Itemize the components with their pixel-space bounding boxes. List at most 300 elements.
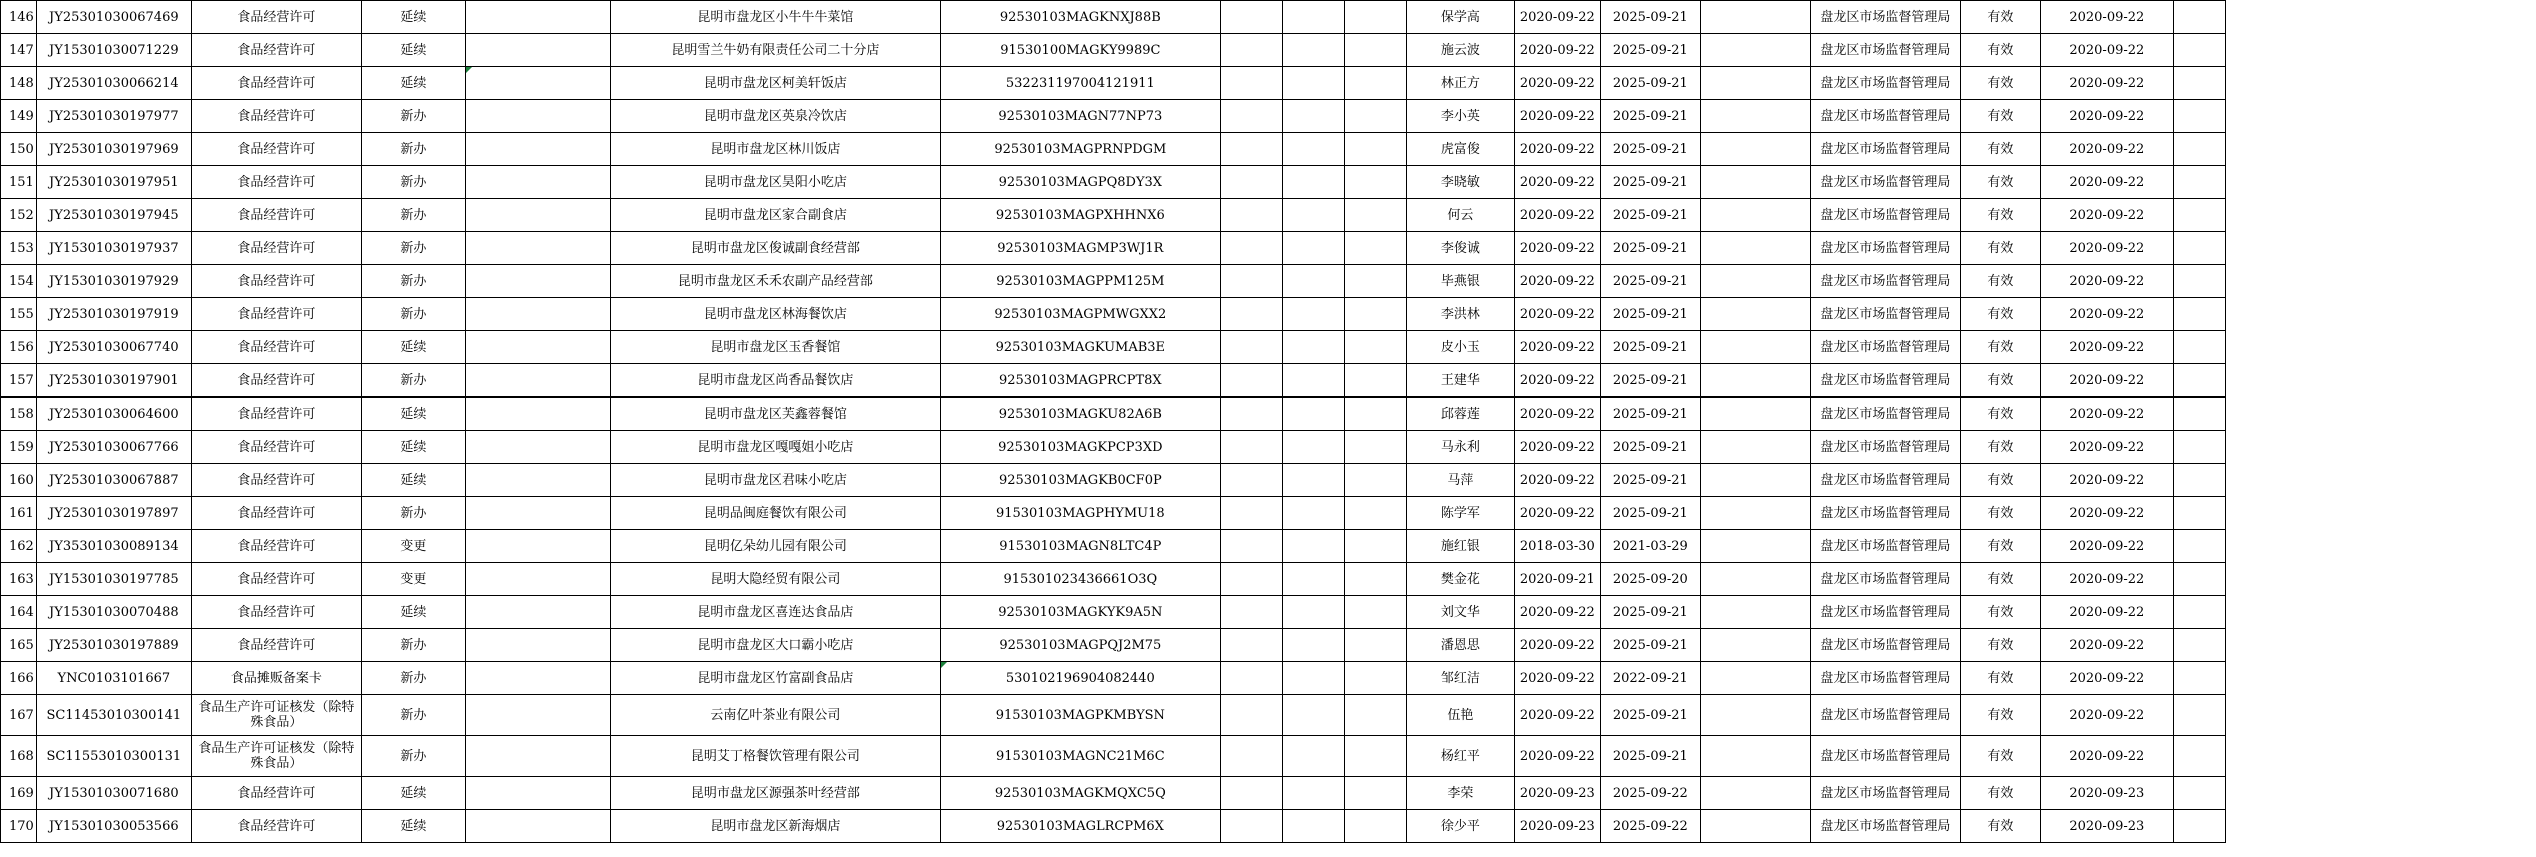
credit-code-cell[interactable]: 92530103MAGN77NP73	[940, 100, 1220, 133]
blank-cell[interactable]	[1700, 464, 1810, 497]
row-number-cell[interactable]: 170	[1, 810, 37, 843]
legal-person-cell[interactable]: 毕燕银	[1406, 265, 1514, 298]
blank-cell[interactable]	[465, 497, 610, 530]
blank-cell[interactable]	[1220, 100, 1282, 133]
blank-cell[interactable]	[1700, 596, 1810, 629]
action-type-cell[interactable]: 新办	[361, 695, 465, 736]
issue-date-cell[interactable]: 2020-09-22	[1514, 331, 1600, 364]
blank-cell[interactable]	[465, 464, 610, 497]
legal-person-cell[interactable]: 马萍	[1406, 464, 1514, 497]
permit-number-cell[interactable]: SC11553010300131	[36, 736, 191, 777]
expiry-date-cell[interactable]: 2025-09-21	[1600, 464, 1700, 497]
authority-cell[interactable]: 盘龙区市场监督管理局	[1810, 777, 1960, 810]
business-name-cell[interactable]: 昆明市盘龙区尚香品餐饮店	[610, 364, 940, 398]
decision-date-cell[interactable]: 2020-09-22	[2040, 364, 2173, 398]
blank-cell[interactable]	[1700, 67, 1810, 100]
blank-cell[interactable]	[1220, 331, 1282, 364]
action-type-cell[interactable]: 新办	[361, 497, 465, 530]
license-type-cell[interactable]: 食品生产许可证核发（除特殊食品）	[191, 736, 361, 777]
blank-cell[interactable]	[2173, 596, 2225, 629]
table-row[interactable]	[1, 100, 2226, 133]
business-name-cell[interactable]: 昆明市盘龙区竹富副食品店	[610, 662, 940, 695]
authority-cell[interactable]: 盘龙区市场监督管理局	[1810, 736, 1960, 777]
action-type-cell[interactable]: 变更	[361, 530, 465, 563]
blank-cell[interactable]	[1282, 199, 1344, 232]
row-number-cell[interactable]: 147	[1, 34, 37, 67]
expiry-date-cell[interactable]: 2022-09-21	[1600, 662, 1700, 695]
legal-person-cell[interactable]: 陈学军	[1406, 497, 1514, 530]
table-row[interactable]	[1, 1, 2226, 34]
authority-cell[interactable]: 盘龙区市场监督管理局	[1810, 695, 1960, 736]
action-type-cell[interactable]: 延续	[361, 34, 465, 67]
credit-code-cell[interactable]: 91530103MAGNC21M6C	[940, 736, 1220, 777]
expiry-date-cell[interactable]: 2025-09-21	[1600, 1, 1700, 34]
blank-cell[interactable]	[2173, 695, 2225, 736]
issue-date-cell[interactable]: 2020-09-21	[1514, 563, 1600, 596]
expiry-date-cell[interactable]: 2025-09-21	[1600, 166, 1700, 199]
blank-cell[interactable]	[1220, 563, 1282, 596]
blank-cell[interactable]	[1344, 232, 1406, 265]
blank-cell[interactable]	[2173, 67, 2225, 100]
table-row[interactable]	[1, 331, 2226, 364]
blank-cell[interactable]	[465, 810, 610, 843]
blank-cell[interactable]	[1344, 34, 1406, 67]
business-name-cell[interactable]: 昆明市盘龙区昊阳小吃店	[610, 166, 940, 199]
permit-number-cell[interactable]: JY15301030197785	[36, 563, 191, 596]
blank-cell[interactable]	[1700, 629, 1810, 662]
blank-cell[interactable]	[1700, 397, 1810, 431]
legal-person-cell[interactable]: 王建华	[1406, 364, 1514, 398]
business-name-cell[interactable]: 昆明亿朵幼儿园有限公司	[610, 530, 940, 563]
table-row[interactable]	[1, 736, 2226, 777]
issue-date-cell[interactable]: 2020-09-22	[1514, 166, 1600, 199]
license-type-cell[interactable]: 食品经营许可	[191, 100, 361, 133]
blank-cell[interactable]	[465, 736, 610, 777]
authority-cell[interactable]: 盘龙区市场监督管理局	[1810, 497, 1960, 530]
blank-cell[interactable]	[1700, 265, 1810, 298]
authority-cell[interactable]: 盘龙区市场监督管理局	[1810, 464, 1960, 497]
blank-cell[interactable]	[1700, 133, 1810, 166]
table-row[interactable]	[1, 695, 2226, 736]
authority-cell[interactable]: 盘龙区市场监督管理局	[1810, 629, 1960, 662]
issue-date-cell[interactable]: 2020-09-22	[1514, 662, 1600, 695]
action-type-cell[interactable]: 延续	[361, 777, 465, 810]
legal-person-cell[interactable]: 潘恩思	[1406, 629, 1514, 662]
decision-date-cell[interactable]: 2020-09-22	[2040, 596, 2173, 629]
blank-cell[interactable]	[465, 34, 610, 67]
permit-number-cell[interactable]: YNC0103101667	[36, 662, 191, 695]
row-number-cell[interactable]: 148	[1, 67, 37, 100]
blank-cell[interactable]	[1344, 464, 1406, 497]
blank-cell[interactable]	[1220, 464, 1282, 497]
blank-cell[interactable]	[465, 331, 610, 364]
table-row[interactable]	[1, 199, 2226, 232]
permit-number-cell[interactable]: JY25301030197889	[36, 629, 191, 662]
decision-date-cell[interactable]: 2020-09-22	[2040, 736, 2173, 777]
table-row[interactable]	[1, 431, 2226, 464]
blank-cell[interactable]	[1282, 629, 1344, 662]
decision-date-cell[interactable]: 2020-09-22	[2040, 662, 2173, 695]
blank-cell[interactable]	[1700, 530, 1810, 563]
blank-cell[interactable]	[1700, 736, 1810, 777]
status-cell[interactable]: 有效	[1960, 331, 2040, 364]
action-type-cell[interactable]: 延续	[361, 397, 465, 431]
decision-date-cell[interactable]: 2020-09-22	[2040, 563, 2173, 596]
credit-code-cell[interactable]: 915301023436661O3Q	[940, 563, 1220, 596]
table-row[interactable]	[1, 364, 2226, 398]
row-number-cell[interactable]: 152	[1, 199, 37, 232]
legal-person-cell[interactable]: 李荣	[1406, 777, 1514, 810]
action-type-cell[interactable]: 延续	[361, 67, 465, 100]
blank-cell[interactable]	[1220, 364, 1282, 398]
license-type-cell[interactable]: 食品经营许可	[191, 133, 361, 166]
blank-cell[interactable]	[2173, 810, 2225, 843]
credit-code-cell[interactable]: 92530103MAGPRNPDGM	[940, 133, 1220, 166]
blank-cell[interactable]	[1344, 67, 1406, 100]
row-number-cell[interactable]: 164	[1, 596, 37, 629]
credit-code-cell[interactable]: 91530103MAGN8LTC4P	[940, 530, 1220, 563]
blank-cell[interactable]	[1220, 166, 1282, 199]
blank-cell[interactable]	[1282, 736, 1344, 777]
status-cell[interactable]: 有效	[1960, 777, 2040, 810]
license-type-cell[interactable]: 食品经营许可	[191, 364, 361, 398]
blank-cell[interactable]	[1344, 100, 1406, 133]
issue-date-cell[interactable]: 2020-09-23	[1514, 777, 1600, 810]
blank-cell[interactable]	[1700, 777, 1810, 810]
row-number-cell[interactable]: 159	[1, 431, 37, 464]
blank-cell[interactable]	[2173, 100, 2225, 133]
business-name-cell[interactable]: 昆明市盘龙区小牛牛牛菜馆	[610, 1, 940, 34]
issue-date-cell[interactable]: 2020-09-22	[1514, 431, 1600, 464]
action-type-cell[interactable]: 新办	[361, 100, 465, 133]
decision-date-cell[interactable]: 2020-09-23	[2040, 810, 2173, 843]
blank-cell[interactable]	[1344, 662, 1406, 695]
status-cell[interactable]: 有效	[1960, 464, 2040, 497]
expiry-date-cell[interactable]: 2025-09-21	[1600, 34, 1700, 67]
table-row[interactable]	[1, 34, 2226, 67]
blank-cell[interactable]	[1344, 431, 1406, 464]
action-type-cell[interactable]: 新办	[361, 736, 465, 777]
blank-cell[interactable]	[1700, 199, 1810, 232]
issue-date-cell[interactable]: 2020-09-22	[1514, 67, 1600, 100]
decision-date-cell[interactable]: 2020-09-22	[2040, 166, 2173, 199]
blank-cell[interactable]	[1344, 298, 1406, 331]
blank-cell[interactable]	[465, 629, 610, 662]
action-type-cell[interactable]: 新办	[361, 232, 465, 265]
blank-cell[interactable]	[1700, 100, 1810, 133]
row-number-cell[interactable]: 150	[1, 133, 37, 166]
authority-cell[interactable]: 盘龙区市场监督管理局	[1810, 662, 1960, 695]
license-type-cell[interactable]: 食品经营许可	[191, 810, 361, 843]
credit-code-cell[interactable]: 532231197004121911	[940, 67, 1220, 100]
legal-person-cell[interactable]: 何云	[1406, 199, 1514, 232]
authority-cell[interactable]: 盘龙区市场监督管理局	[1810, 596, 1960, 629]
credit-code-cell[interactable]: 92530103MAGPQJ2M75	[940, 629, 1220, 662]
license-type-cell[interactable]: 食品经营许可	[191, 397, 361, 431]
legal-person-cell[interactable]: 樊金花	[1406, 563, 1514, 596]
blank-cell[interactable]	[1220, 810, 1282, 843]
decision-date-cell[interactable]: 2020-09-22	[2040, 232, 2173, 265]
row-number-cell[interactable]: 168	[1, 736, 37, 777]
permit-number-cell[interactable]: JY25301030066214	[36, 67, 191, 100]
blank-cell[interactable]	[2173, 736, 2225, 777]
expiry-date-cell[interactable]: 2025-09-21	[1600, 232, 1700, 265]
blank-cell[interactable]	[1700, 331, 1810, 364]
blank-cell[interactable]	[1282, 1, 1344, 34]
legal-person-cell[interactable]: 皮小玉	[1406, 331, 1514, 364]
blank-cell[interactable]	[465, 166, 610, 199]
blank-cell[interactable]	[1282, 133, 1344, 166]
blank-cell[interactable]	[1700, 1, 1810, 34]
action-type-cell[interactable]: 新办	[361, 265, 465, 298]
blank-cell[interactable]	[2173, 662, 2225, 695]
permit-number-cell[interactable]: JY25301030197977	[36, 100, 191, 133]
license-type-cell[interactable]: 食品经营许可	[191, 629, 361, 662]
blank-cell[interactable]	[2173, 464, 2225, 497]
blank-cell[interactable]	[1344, 563, 1406, 596]
blank-cell[interactable]	[1282, 166, 1344, 199]
legal-person-cell[interactable]: 虎富俊	[1406, 133, 1514, 166]
row-number-cell[interactable]: 156	[1, 331, 37, 364]
authority-cell[interactable]: 盘龙区市场监督管理局	[1810, 265, 1960, 298]
action-type-cell[interactable]: 延续	[361, 431, 465, 464]
credit-code-cell[interactable]: 92530103MAGPXHHNX6	[940, 199, 1220, 232]
business-name-cell[interactable]: 昆明市盘龙区新海烟店	[610, 810, 940, 843]
license-type-cell[interactable]: 食品经营许可	[191, 34, 361, 67]
decision-date-cell[interactable]: 2020-09-22	[2040, 67, 2173, 100]
permit-number-cell[interactable]: JY25301030067740	[36, 331, 191, 364]
table-row[interactable]	[1, 232, 2226, 265]
permit-number-cell[interactable]: SC11453010300141	[36, 695, 191, 736]
issue-date-cell[interactable]: 2020-09-22	[1514, 364, 1600, 398]
blank-cell[interactable]	[465, 431, 610, 464]
blank-cell[interactable]	[2173, 530, 2225, 563]
decision-date-cell[interactable]: 2020-09-22	[2040, 497, 2173, 530]
decision-date-cell[interactable]: 2020-09-22	[2040, 1, 2173, 34]
status-cell[interactable]: 有效	[1960, 662, 2040, 695]
business-name-cell[interactable]: 昆明雪兰牛奶有限责任公司二十分店	[610, 34, 940, 67]
blank-cell[interactable]	[1282, 298, 1344, 331]
blank-cell[interactable]	[1700, 810, 1810, 843]
business-name-cell[interactable]: 昆明市盘龙区林川饭店	[610, 133, 940, 166]
business-name-cell[interactable]: 昆明市盘龙区俊诚副食经营部	[610, 232, 940, 265]
issue-date-cell[interactable]: 2020-09-22	[1514, 464, 1600, 497]
business-name-cell[interactable]: 昆明市盘龙区柯美轩饭店	[610, 67, 940, 100]
table-row[interactable]	[1, 563, 2226, 596]
blank-cell[interactable]	[465, 100, 610, 133]
action-type-cell[interactable]: 变更	[361, 563, 465, 596]
row-number-cell[interactable]: 167	[1, 695, 37, 736]
expiry-date-cell[interactable]: 2025-09-21	[1600, 100, 1700, 133]
table-row[interactable]	[1, 133, 2226, 166]
credit-code-cell[interactable]: 91530103MAGPKMBYSN	[940, 695, 1220, 736]
status-cell[interactable]: 有效	[1960, 629, 2040, 662]
blank-cell[interactable]	[1344, 629, 1406, 662]
row-number-cell[interactable]: 149	[1, 100, 37, 133]
blank-cell[interactable]	[1220, 1, 1282, 34]
permit-number-cell[interactable]: JY15301030071229	[36, 34, 191, 67]
expiry-date-cell[interactable]: 2025-09-21	[1600, 431, 1700, 464]
table-row[interactable]	[1, 810, 2226, 843]
credit-code-cell[interactable]: 92530103MAGPQ8DY3X	[940, 166, 1220, 199]
blank-cell[interactable]	[1344, 166, 1406, 199]
decision-date-cell[interactable]: 2020-09-23	[2040, 777, 2173, 810]
issue-date-cell[interactable]: 2020-09-22	[1514, 100, 1600, 133]
blank-cell[interactable]	[1220, 199, 1282, 232]
row-number-cell[interactable]: 161	[1, 497, 37, 530]
table-row[interactable]	[1, 530, 2226, 563]
blank-cell[interactable]	[1344, 695, 1406, 736]
credit-code-cell[interactable]: 92530103MAGPMWGXX2	[940, 298, 1220, 331]
credit-code-cell[interactable]: 92530103MAGKB0CF0P	[940, 464, 1220, 497]
blank-cell[interactable]	[1282, 364, 1344, 398]
business-name-cell[interactable]: 昆明市盘龙区喜连达食品店	[610, 596, 940, 629]
issue-date-cell[interactable]: 2020-09-22	[1514, 596, 1600, 629]
status-cell[interactable]: 有效	[1960, 100, 2040, 133]
decision-date-cell[interactable]: 2020-09-22	[2040, 629, 2173, 662]
expiry-date-cell[interactable]: 2025-09-20	[1600, 563, 1700, 596]
action-type-cell[interactable]: 新办	[361, 298, 465, 331]
table-row[interactable]	[1, 67, 2226, 100]
credit-code-cell[interactable]: 92530103MAGKPCP3XD	[940, 431, 1220, 464]
blank-cell[interactable]	[1344, 331, 1406, 364]
status-cell[interactable]: 有效	[1960, 199, 2040, 232]
blank-cell[interactable]	[1282, 497, 1344, 530]
blank-cell[interactable]	[1700, 298, 1810, 331]
expiry-date-cell[interactable]: 2025-09-21	[1600, 67, 1700, 100]
expiry-date-cell[interactable]: 2025-09-21	[1600, 497, 1700, 530]
blank-cell[interactable]	[1344, 497, 1406, 530]
permit-number-cell[interactable]: JY25301030197945	[36, 199, 191, 232]
action-type-cell[interactable]: 新办	[361, 199, 465, 232]
issue-date-cell[interactable]: 2020-09-22	[1514, 298, 1600, 331]
expiry-date-cell[interactable]: 2025-09-22	[1600, 777, 1700, 810]
permit-number-cell[interactable]: JY15301030197929	[36, 265, 191, 298]
status-cell[interactable]: 有效	[1960, 431, 2040, 464]
blank-cell[interactable]	[465, 265, 610, 298]
blank-cell[interactable]	[2173, 199, 2225, 232]
blank-cell[interactable]	[1220, 397, 1282, 431]
blank-cell[interactable]	[1220, 736, 1282, 777]
authority-cell[interactable]: 盘龙区市场监督管理局	[1810, 563, 1960, 596]
blank-cell[interactable]	[465, 695, 610, 736]
blank-cell[interactable]	[1344, 265, 1406, 298]
issue-date-cell[interactable]: 2020-09-22	[1514, 629, 1600, 662]
blank-cell[interactable]	[465, 777, 610, 810]
blank-cell[interactable]	[2173, 298, 2225, 331]
blank-cell[interactable]	[1282, 67, 1344, 100]
blank-cell[interactable]	[2173, 34, 2225, 67]
blank-cell[interactable]	[1344, 810, 1406, 843]
permit-number-cell[interactable]: JY25301030067766	[36, 431, 191, 464]
row-number-cell[interactable]: 162	[1, 530, 37, 563]
issue-date-cell[interactable]: 2020-09-22	[1514, 34, 1600, 67]
action-type-cell[interactable]: 延续	[361, 810, 465, 843]
blank-cell[interactable]	[465, 662, 610, 695]
blank-cell[interactable]	[1220, 629, 1282, 662]
business-name-cell[interactable]: 昆明市盘龙区禾禾农副产品经营部	[610, 265, 940, 298]
row-number-cell[interactable]: 157	[1, 364, 37, 398]
action-type-cell[interactable]: 延续	[361, 331, 465, 364]
blank-cell[interactable]	[2173, 232, 2225, 265]
license-type-cell[interactable]: 食品经营许可	[191, 298, 361, 331]
blank-cell[interactable]	[1282, 265, 1344, 298]
blank-cell[interactable]	[2173, 497, 2225, 530]
blank-cell[interactable]	[1220, 695, 1282, 736]
row-number-cell[interactable]: 160	[1, 464, 37, 497]
blank-cell[interactable]	[2173, 563, 2225, 596]
authority-cell[interactable]: 盘龙区市场监督管理局	[1810, 431, 1960, 464]
authority-cell[interactable]: 盘龙区市场监督管理局	[1810, 232, 1960, 265]
license-type-cell[interactable]: 食品经营许可	[191, 563, 361, 596]
table-row[interactable]	[1, 298, 2226, 331]
blank-cell[interactable]	[2173, 133, 2225, 166]
authority-cell[interactable]: 盘龙区市场监督管理局	[1810, 298, 1960, 331]
status-cell[interactable]: 有效	[1960, 497, 2040, 530]
business-name-cell[interactable]: 昆明大隐经贸有限公司	[610, 563, 940, 596]
license-type-cell[interactable]: 食品经营许可	[191, 1, 361, 34]
credit-code-cell[interactable]: 91530103MAGPHYMU18	[940, 497, 1220, 530]
credit-code-cell[interactable]: 92530103MAGLRCPM6X	[940, 810, 1220, 843]
blank-cell[interactable]	[465, 1, 610, 34]
business-name-cell[interactable]: 昆明市盘龙区君味小吃店	[610, 464, 940, 497]
issue-date-cell[interactable]: 2020-09-22	[1514, 232, 1600, 265]
decision-date-cell[interactable]: 2020-09-22	[2040, 431, 2173, 464]
legal-person-cell[interactable]: 伍艳	[1406, 695, 1514, 736]
permit-number-cell[interactable]: JY25301030197969	[36, 133, 191, 166]
legal-person-cell[interactable]: 刘文华	[1406, 596, 1514, 629]
table-row[interactable]	[1, 464, 2226, 497]
legal-person-cell[interactable]: 邱蓉莲	[1406, 397, 1514, 431]
blank-cell[interactable]	[1220, 265, 1282, 298]
legal-person-cell[interactable]: 李小英	[1406, 100, 1514, 133]
business-name-cell[interactable]: 昆明艾丁格餐饮管理有限公司	[610, 736, 940, 777]
blank-cell[interactable]	[1220, 34, 1282, 67]
blank-cell[interactable]	[465, 397, 610, 431]
status-cell[interactable]: 有效	[1960, 530, 2040, 563]
status-cell[interactable]: 有效	[1960, 736, 2040, 777]
blank-cell[interactable]	[1344, 530, 1406, 563]
blank-cell[interactable]	[1282, 34, 1344, 67]
expiry-date-cell[interactable]: 2025-09-21	[1600, 364, 1700, 398]
blank-cell[interactable]	[1220, 530, 1282, 563]
permit-number-cell[interactable]: JY15301030053566	[36, 810, 191, 843]
row-number-cell[interactable]: 155	[1, 298, 37, 331]
row-number-cell[interactable]: 146	[1, 1, 37, 34]
blank-cell[interactable]	[1700, 232, 1810, 265]
authority-cell[interactable]: 盘龙区市场监督管理局	[1810, 530, 1960, 563]
row-number-cell[interactable]: 165	[1, 629, 37, 662]
decision-date-cell[interactable]: 2020-09-22	[2040, 298, 2173, 331]
legal-person-cell[interactable]: 杨红平	[1406, 736, 1514, 777]
credit-code-cell[interactable]: 530102196904082440	[940, 662, 1220, 695]
business-name-cell[interactable]: 云南亿叶茶业有限公司	[610, 695, 940, 736]
issue-date-cell[interactable]: 2020-09-22	[1514, 1, 1600, 34]
blank-cell[interactable]	[465, 563, 610, 596]
permit-number-cell[interactable]: JY25301030067887	[36, 464, 191, 497]
expiry-date-cell[interactable]: 2025-09-21	[1600, 331, 1700, 364]
blank-cell[interactable]	[1344, 397, 1406, 431]
table-row[interactable]	[1, 265, 2226, 298]
expiry-date-cell[interactable]: 2025-09-21	[1600, 265, 1700, 298]
expiry-date-cell[interactable]: 2025-09-21	[1600, 133, 1700, 166]
business-name-cell[interactable]: 昆明市盘龙区家合副食店	[610, 199, 940, 232]
table-row[interactable]	[1, 629, 2226, 662]
blank-cell[interactable]	[1282, 810, 1344, 843]
business-name-cell[interactable]: 昆明市盘龙区芙鑫蓉餐馆	[610, 397, 940, 431]
legal-person-cell[interactable]: 李俊诚	[1406, 232, 1514, 265]
row-number-cell[interactable]: 169	[1, 777, 37, 810]
